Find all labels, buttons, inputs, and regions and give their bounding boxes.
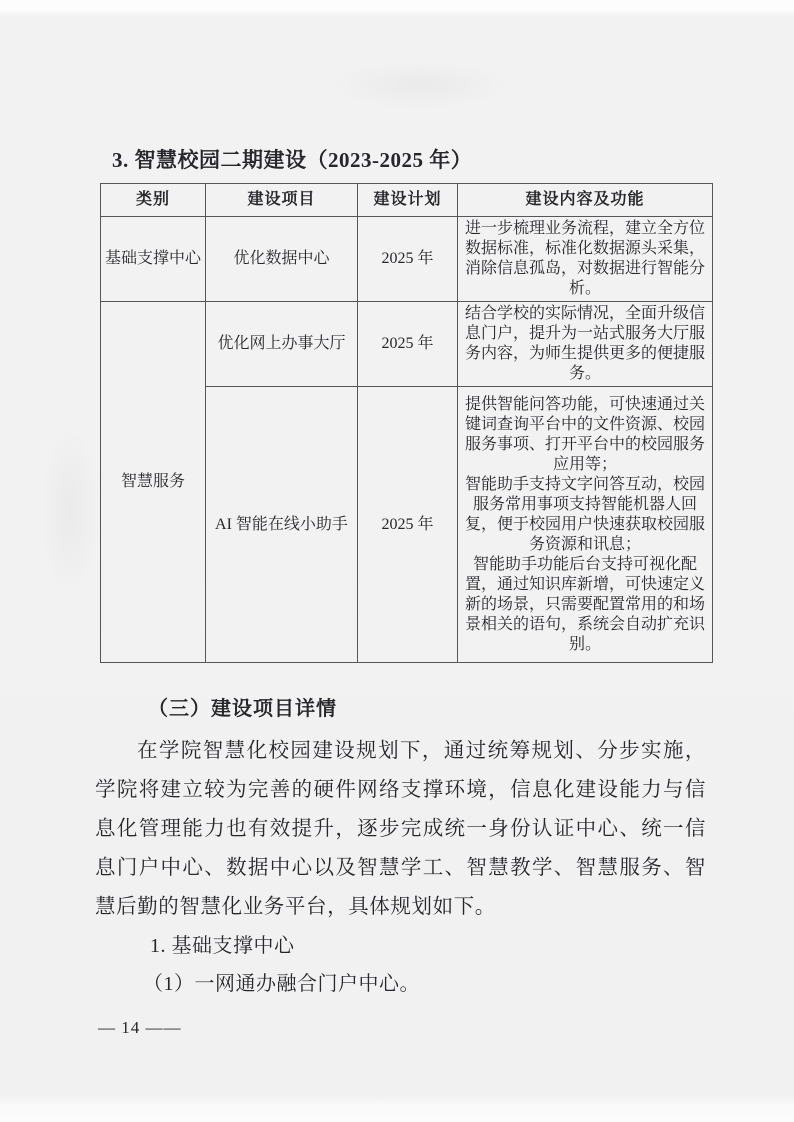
content-cell bbox=[458, 387, 713, 663]
header-project: 建设项目 bbox=[206, 184, 358, 217]
subsection-heading: （三）建设项目详情 bbox=[148, 698, 337, 720]
header-category: 类别 bbox=[101, 184, 206, 217]
section-title: 3. 智慧校园二期建设（2023-2025 年） bbox=[112, 148, 473, 172]
table-row bbox=[101, 302, 713, 387]
construction-plan-table bbox=[100, 183, 713, 663]
scan-smudge bbox=[40, 430, 100, 590]
header-plan: 建设计划 bbox=[358, 184, 458, 217]
scan-smudge bbox=[330, 60, 510, 110]
content-paragraph: 智能助手支持文字问答互动，校园服务常用事项支持智能机器人回复，便于校园用户快速获取校园服务资源和讯息； bbox=[464, 475, 705, 553]
category-cell: 基础支撑中心 bbox=[101, 217, 206, 302]
list-item: 1. 基础支撑中心 bbox=[150, 935, 295, 957]
list-item: （1）一网通办融合门户中心。 bbox=[143, 973, 420, 995]
body-text-block bbox=[95, 696, 706, 1003]
content-cell: 进一步梳理业务流程，建立全方位数据标准，标准化数据源头采集，消除信息孤岛，对数据进行智能分析。 bbox=[458, 217, 713, 302]
project-cell: 优化网上办事大厅 bbox=[206, 302, 358, 387]
table-header-row bbox=[101, 184, 713, 217]
project-cell: 优化数据中心 bbox=[206, 217, 358, 302]
table-row bbox=[101, 217, 713, 302]
content-paragraph: 智能助手功能后台支持可视化配置，通过知识库新增，可快速定义新的场景，只需要配置常用的和场景相关的语句，系统会自动扩充识别。 bbox=[464, 555, 705, 653]
body-paragraph: 在学院智慧化校园建设规划下，通过统筹规划、分步实施，学院将建立较为完善的硬件网络支撑环境，信息化建设能力与信息化管理能力也有效提升，逐步完成统一身份认证中心、统一信息门户中心、数据中心以及智慧学工、智慧教学、智慧服务、智慧后勤的智慧化业务平台，具体规划如下。 bbox=[95, 740, 706, 918]
plan-cell: 2025 年 bbox=[358, 217, 458, 302]
category-cell: 智慧服务 bbox=[101, 302, 206, 663]
content-cell: 结合学校的实际情况，全面升级信息门户，提升为一站式服务大厅服务内容，为师生提供更多的便捷服务。 bbox=[458, 302, 713, 387]
plan-cell: 2025 年 bbox=[358, 302, 458, 387]
project-cell: AI 智能在线小助手 bbox=[206, 387, 358, 663]
content-paragraph: 提供智能问答功能，可快速通过关键词查询平台中的文件资源、校园服务事项、打开平台中的校园服务应用等； bbox=[464, 395, 705, 473]
page-number: — 14 —— bbox=[98, 1018, 182, 1037]
plan-cell: 2025 年 bbox=[358, 387, 458, 663]
header-content: 建设内容及功能 bbox=[458, 184, 713, 217]
